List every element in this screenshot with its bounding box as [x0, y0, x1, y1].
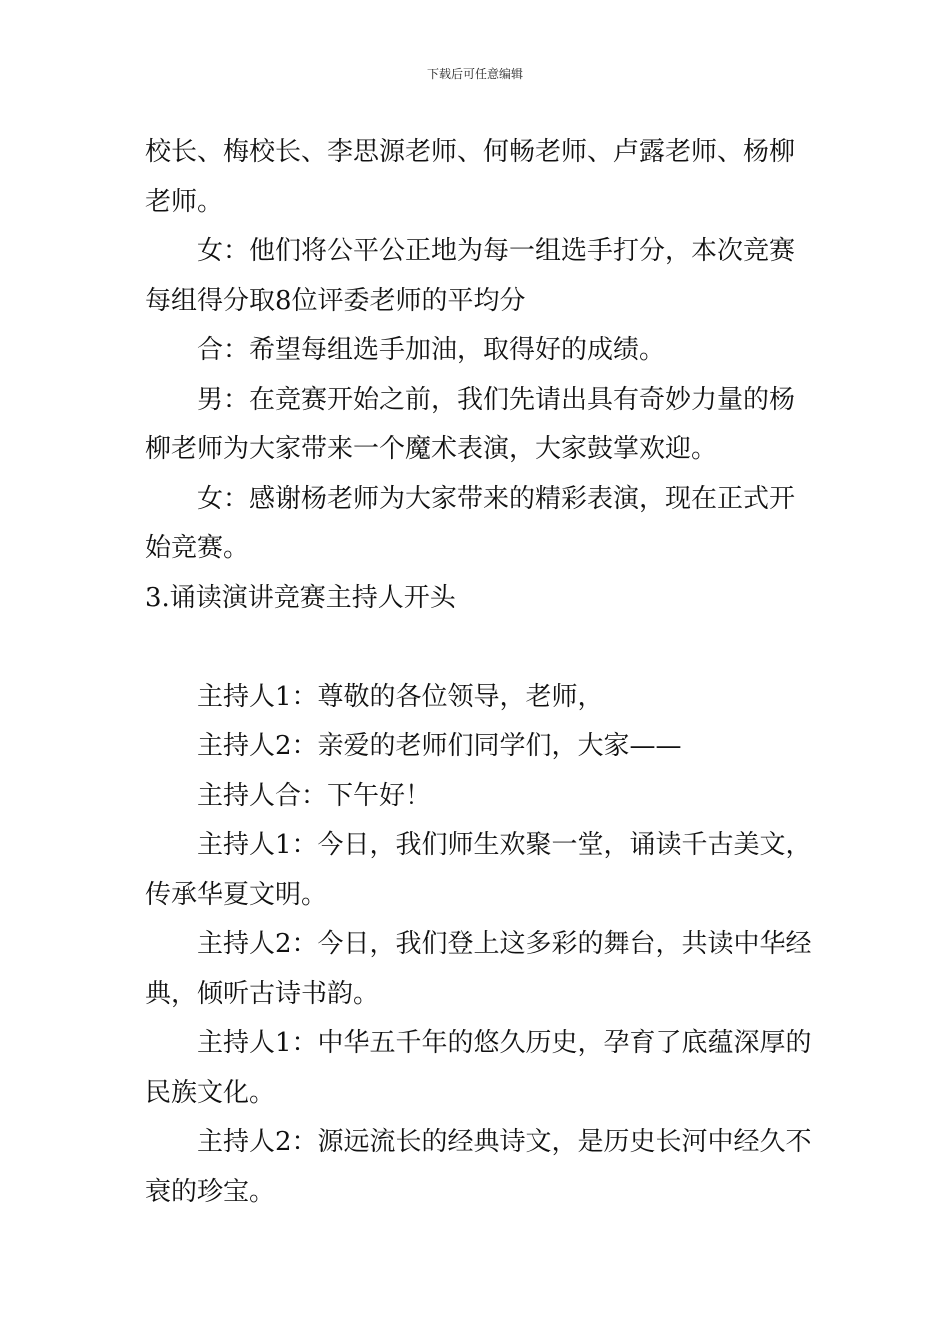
- text-line: 男：在竞赛开始之前，我们先请出具有奇妙力量的杨: [197, 384, 796, 415]
- text-line: 主持人2：源远流长的经典诗文，是历史长河中经久不: [197, 1127, 812, 1157]
- text-line: 主持人1：尊敬的各位领导，老师，: [197, 681, 604, 712]
- text-line: 女：感谢杨老师为大家带来的精彩表演，现在正式开: [197, 483, 796, 514]
- text-line: 校长、梅校长、李思源老师、何畅老师、卢露老师、杨柳: [145, 137, 796, 167]
- text-line: 民族文化。: [145, 1077, 276, 1108]
- page-header-note: 下载后可任意编辑: [426, 67, 523, 81]
- text-line: 老师。: [145, 186, 224, 217]
- text-line: 柳老师为大家带来一个魔术表演，大家鼓掌欢迎。: [145, 434, 718, 464]
- text-line: 典，倾听古诗书韵。: [145, 978, 380, 1009]
- text-line: 主持人2：亲爱的老师们同学们，大家——: [197, 731, 682, 761]
- document-body: [145, 128, 810, 1217]
- text-line: 主持人合：下午好！: [197, 780, 432, 811]
- section-heading: 3.诵读演讲竞赛主持人开头: [145, 582, 456, 613]
- text-line: 合：希望每组选手加油，取得好的成绩。: [197, 335, 666, 365]
- text-line: 主持人1：今日，我们师生欢聚一堂，诵读千古美文，: [197, 830, 812, 860]
- text-line: 衰的珍宝。: [145, 1176, 276, 1207]
- text-line: 传承华夏文明。: [145, 879, 328, 910]
- text-line: 始竞赛。: [145, 533, 250, 563]
- text-line: 每组得分取8位评委老师的平均分: [145, 285, 526, 316]
- blank-line: [145, 623, 810, 673]
- text-line: 主持人1：中华五千年的悠久历史，孕育了底蕴深厚的: [197, 1028, 812, 1058]
- text-line: 女：他们将公平公正地为每一组选手打分，本次竞赛: [197, 236, 796, 266]
- text-line: 主持人2：今日，我们登上这多彩的舞台，共读中华经: [197, 929, 812, 959]
